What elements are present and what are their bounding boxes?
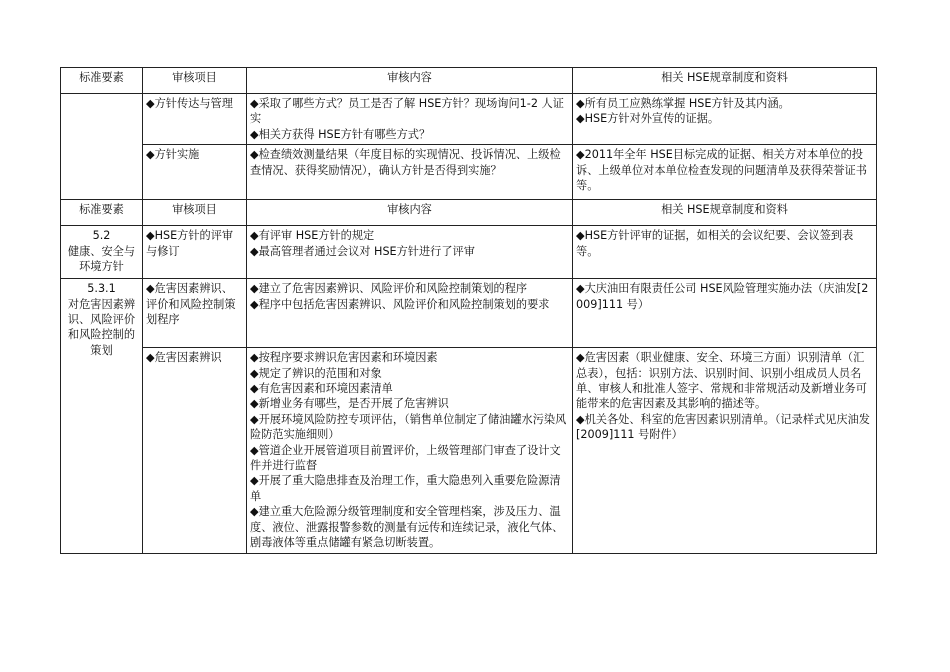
table-row xyxy=(61,145,877,200)
header-audit-item: 审核项目 xyxy=(143,68,247,94)
audit-table xyxy=(60,67,877,554)
header-related-docs: 相关 HSE规章制度和资料 xyxy=(573,68,877,94)
element-number: 5.2 xyxy=(92,229,111,243)
audit-item-cell: ◆HSE方针的评审与修订 xyxy=(143,226,247,279)
docs-cell xyxy=(573,348,877,553)
content-line: ◆开展了重大隐患排查及治理工作，重大隐患列入重要危险源清单 xyxy=(250,474,561,503)
docs-cell xyxy=(573,94,877,145)
content-line: ◆按程序要求辨识危害因素和环境因素 xyxy=(250,351,438,365)
docs-line: ◆2011年全年 HSE目标完成的证据、相关方对本单位的投诉、上级单位对本单位检查发现的问题清单及获得荣誉证书等。 xyxy=(576,148,867,193)
header-audit-item: 审核项目 xyxy=(143,200,247,226)
content-line: ◆最高管理者通过会议对 HSE方针进行了评审 xyxy=(250,244,475,258)
content-line: ◆采取了哪些方式？员工是否了解 HSE方针？现场询问1-2 人证实 xyxy=(250,97,564,126)
header-row xyxy=(61,200,877,226)
docs-cell xyxy=(573,145,877,200)
header-row xyxy=(61,68,877,94)
audit-item-cell: ◆危害因素辨识、评价和风险控制策划程序 xyxy=(143,279,247,348)
header-standard-element: 标准要素 xyxy=(61,68,143,94)
audit-item-cell: ◆危害因素辨识 xyxy=(143,348,247,553)
content-line: ◆开展环境风险防控专项评估，（销售单位制定了储油罐水污染风险防范实施细则） xyxy=(250,412,567,442)
content-line: ◆检查绩效测量结果（年度目标的实现情况、投诉情况、上级检查情况、获得奖励情况），确认方针是否得到实施？ xyxy=(250,148,561,177)
element-title: 健康、安全与环境方针 xyxy=(67,244,136,274)
element-cell xyxy=(61,279,143,553)
content-line: ◆相关方获得 HSE方针有哪些方式？ xyxy=(250,127,431,141)
content-line: ◆建立了危害因素辨识、风险评价和风险控制策划的程序 xyxy=(250,282,528,296)
content-line: ◆规定了辨识的范围和对象 xyxy=(250,366,382,380)
audit-content-cell xyxy=(247,226,573,279)
docs-cell xyxy=(573,226,877,279)
content-line: ◆有危害因素和环境因素清单 xyxy=(250,382,393,396)
table-row xyxy=(61,94,877,145)
docs-line: ◆HSE方针对外宣传的证据。 xyxy=(576,112,720,126)
docs-cell xyxy=(573,279,877,348)
docs-line: ◆大庆油田有限责任公司 HSE风险管理实施办法（庆油发[2009]111 号） xyxy=(576,282,869,311)
content-line: ◆有评审 HSE方针的规定 xyxy=(250,229,375,243)
audit-content-cell xyxy=(247,348,573,553)
content-line: ◆管道企业开展管道项目前置评价，上级管理部门审查了设计文件并进行监督 xyxy=(250,443,561,473)
content-line: ◆建立重大危险源分级管理制度和安全管理档案，涉及压力、温度、液位、泄露报警参数的测量有远传和连续记录，液化气体、剧毒液体等重点储罐有紧急切断装置。 xyxy=(250,505,564,550)
audit-item-cell: ◆方针传达与管理 xyxy=(143,94,247,145)
element-cell-empty xyxy=(61,94,143,200)
header-audit-content: 审核内容 xyxy=(247,200,573,226)
content-line: ◆程序中包括危害因素辨识、风险评价和风险控制策划的要求 xyxy=(250,297,550,311)
table-row xyxy=(61,226,877,279)
element-title: 对危害因素辨识、风险评价和风险控制的策划 xyxy=(67,297,136,357)
element-cell xyxy=(61,226,143,279)
table-row xyxy=(61,348,877,553)
header-related-docs: 相关 HSE规章制度和资料 xyxy=(573,200,877,226)
audit-content-cell xyxy=(247,145,573,200)
audit-content-cell xyxy=(247,94,573,145)
docs-line: ◆所有员工应熟练掌握 HSE方针及其内涵。 xyxy=(576,97,790,110)
content-line: ◆新增业务有哪些，是否开展了危害辨识 xyxy=(250,397,449,411)
table-row xyxy=(61,279,877,348)
header-audit-content: 审核内容 xyxy=(247,68,573,94)
docs-line: ◆机关各处、科室的危害因素识别清单。（记录样式见庆油发 [2009]111 号附件） xyxy=(576,412,870,442)
audit-item-cell: ◆方针实施 xyxy=(143,145,247,200)
element-number: 5.3.1 xyxy=(87,282,116,296)
docs-line: ◆危害因素（职业健康、安全、环境三方面）识别清单（汇总表），包括：识别方法、识别时间、识别小组成员人员名单、审核人和批准人签字、常规和非常规活动及新增业务可能带来的危害因素及其影响的描述等。 xyxy=(576,351,867,411)
header-standard-element: 标准要素 xyxy=(61,200,143,226)
audit-content-cell xyxy=(247,279,573,348)
docs-line: ◆HSE方针评审的证据，如相关的会议纪要、会议签到表等。 xyxy=(576,229,854,258)
